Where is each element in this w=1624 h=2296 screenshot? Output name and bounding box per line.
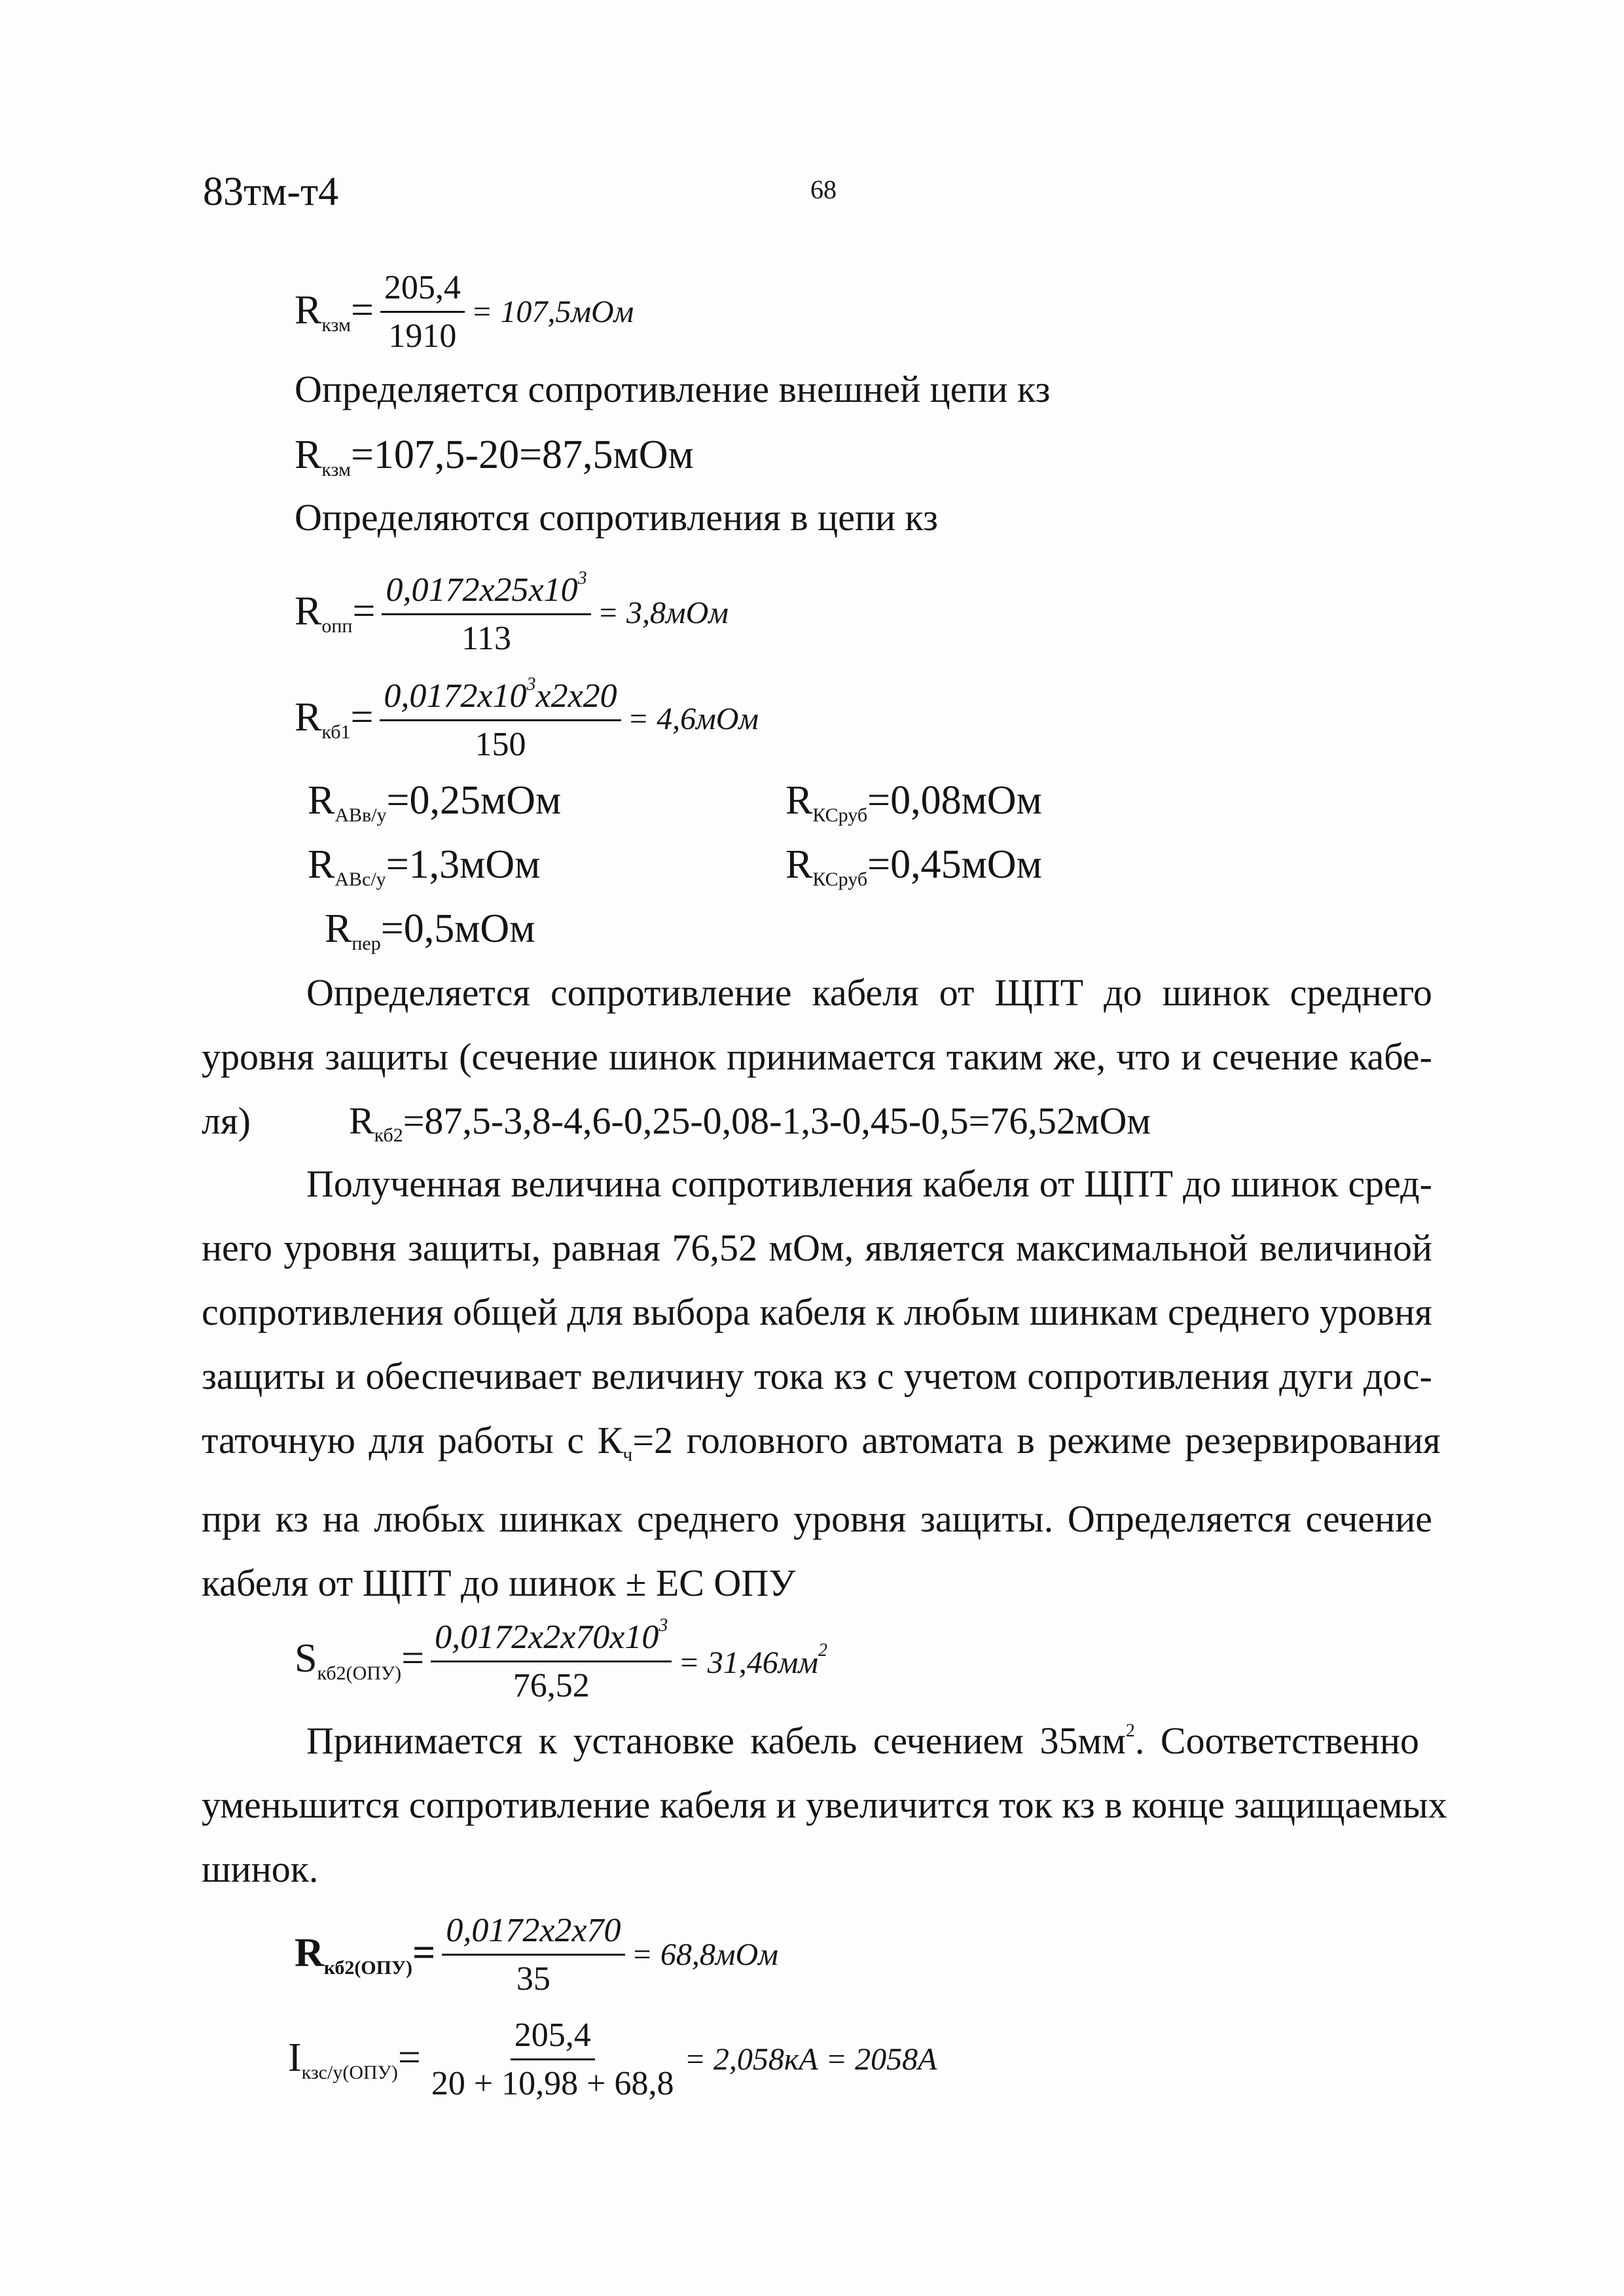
paragraph: Принимается к установке кабель сечением $35мм^2$. Соответственно уменьшится сопротивление кабеля и увеличится ток кз в конце защищаемых шинок. (202, 1719, 1447, 1890)
formula-i-kz: $I_{кзс/у(ОПУ)}=$ $\frac{205,4}{20 + 10,98 + 68,8}$ = 2,058кА = 2058А (288, 2017, 937, 2102)
formula-r-opp: $R_{опп}=$ $\frac{0,0172x25x10^3}{113}$ = 3,8мОм (295, 568, 729, 657)
formula-r-kzm: $R_{кзм}=$ $\frac{205,4}{1910}$ = 107,5мОм (295, 269, 634, 355)
value-r-ks-2: $R_{КСруб}=0,45мОм$ (785, 842, 1042, 890)
text-line: Определяются сопротивления в цепи кз (295, 496, 938, 539)
value-r-ab-v: $R_{АВв/у}=0,25мОм$ (308, 778, 562, 826)
formula-s-kb2-opu: $S_{кб2(ОПУ)}=$ $\frac{0,0172x2x70x10^3}{76,52}$ = $31,46мм^2$ (295, 1615, 828, 1704)
value-r-per: $R_{пер}=0,5мОм$ (325, 906, 535, 954)
value-r-ks-1: $R_{КСруб}=0,08мОм$ (785, 778, 1042, 826)
formula-r-kb1: $R_{кб1}=$ $\frac{0,0172x10^3x2x20}{150}$ = 4,6мОм (295, 674, 759, 763)
formula-r-kzm-ext: $R_{кзм}=107,5-20=87,5мОм$ (295, 433, 694, 480)
text-line: Определяется сопротивление внешней цепи кз (295, 368, 1051, 410)
paragraph: Полученная величина сопротивления кабеля от ЩПТ до шинок сред- него уровня защиты, равная 76,52 мОм, является максимальной величиной сопротивления общей для выбора кабеля к любым шинкам среднего уровня защиты и обеспечивает величину тока кз с учетом сопротивления дуги дос- таточную для работы с $К_ч=2$ головного автомата в режиме резервирования при кз на любых шинках среднего уровня защиты. Определяется сечение кабеля от ЩПТ до шинок ± ЕС ОПУ (202, 1162, 1441, 1604)
value-r-ab-s: $R_{АВс/у}=1,3мОм$ (308, 842, 541, 890)
paragraph: Определяется сопротивление кабеля от ЩПТ до шинок среднего уровня защиты (сечение шинок принимается таким же, что и сечение кабе- ля) $R_{кб2}=87,5-3,8-4,6-0,25-0,08-1,3-0,45-0,5=76,52мОм$ (202, 971, 1432, 1146)
formula-r-kb2-opu: $R_{кб2(ОПУ)}=$ $\frac{0,0172x2x70}{35}$ = 68,8мОм (295, 1912, 778, 1998)
page-number: 68 (810, 175, 837, 204)
document-code: 83тм-т4 (203, 170, 339, 214)
